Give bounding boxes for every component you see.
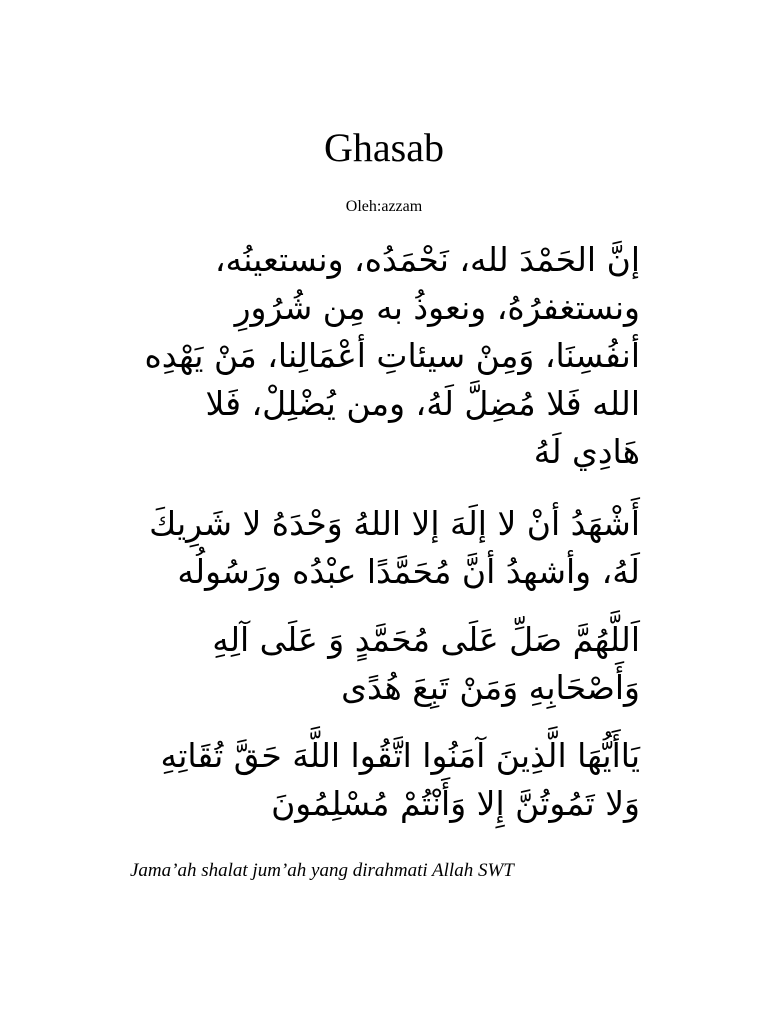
arabic-line: أنفُسِنَا، وَمِنْ سيئاتِ أعْمَالِنا، مَنْ يَهْدِه <box>144 336 640 375</box>
arabic-paragraph-4 <box>130 732 640 828</box>
arabic-paragraph-1 <box>130 236 640 476</box>
arabic-line: ونستغفرُهُ، ونعوذُ به مِن شُرُورِ <box>234 288 640 327</box>
arabic-paragraph-3 <box>130 616 640 712</box>
arabic-line: أَشْهَدُ أنْ لا إلَهَ إلا اللهُ وَحْدَهُ لا شَرِيكَ <box>149 504 640 543</box>
arabic-line: وَلا تَمُوتُنَّ إِلا وَأَنْتُمْ مُسْلِمُونَ <box>271 784 640 823</box>
arabic-line: هَادِي لَهُ <box>533 432 640 471</box>
arabic-line: يَاأَيُّهَا الَّذِينَ آمَنُوا اتَّقُوا اللَّهَ حَقَّ تُقَاتِهِ <box>160 736 640 775</box>
arabic-line: لَهُ، وأشهدُ أنَّ مُحَمَّدًا عبْدُه ورَسُولُه <box>177 552 640 591</box>
arabic-line: إنَّ الحَمْدَ لله، نَحْمَدُه، ونستعينُه، <box>214 240 640 279</box>
arabic-line: وَأَصْحَابِهِ وَمَنْ تَبِعَ هُدًى <box>341 668 640 707</box>
author-byline: Oleh:azzam <box>345 198 423 215</box>
arabic-paragraph-2 <box>130 500 640 596</box>
arabic-line: الله فَلا مُضِلَّ لَهُ، ومن يُضْلِلْ، فَلا <box>205 384 640 423</box>
closing-greeting: Jama’ah shalat jum’ah yang dirahmati Allah SWT <box>130 860 514 881</box>
arabic-line: اَللَّهُمَّ صَلِّ عَلَى مُحَمَّدٍ وَ عَلَى آلِهِ <box>212 620 640 659</box>
document-title: Ghasab <box>324 125 444 170</box>
